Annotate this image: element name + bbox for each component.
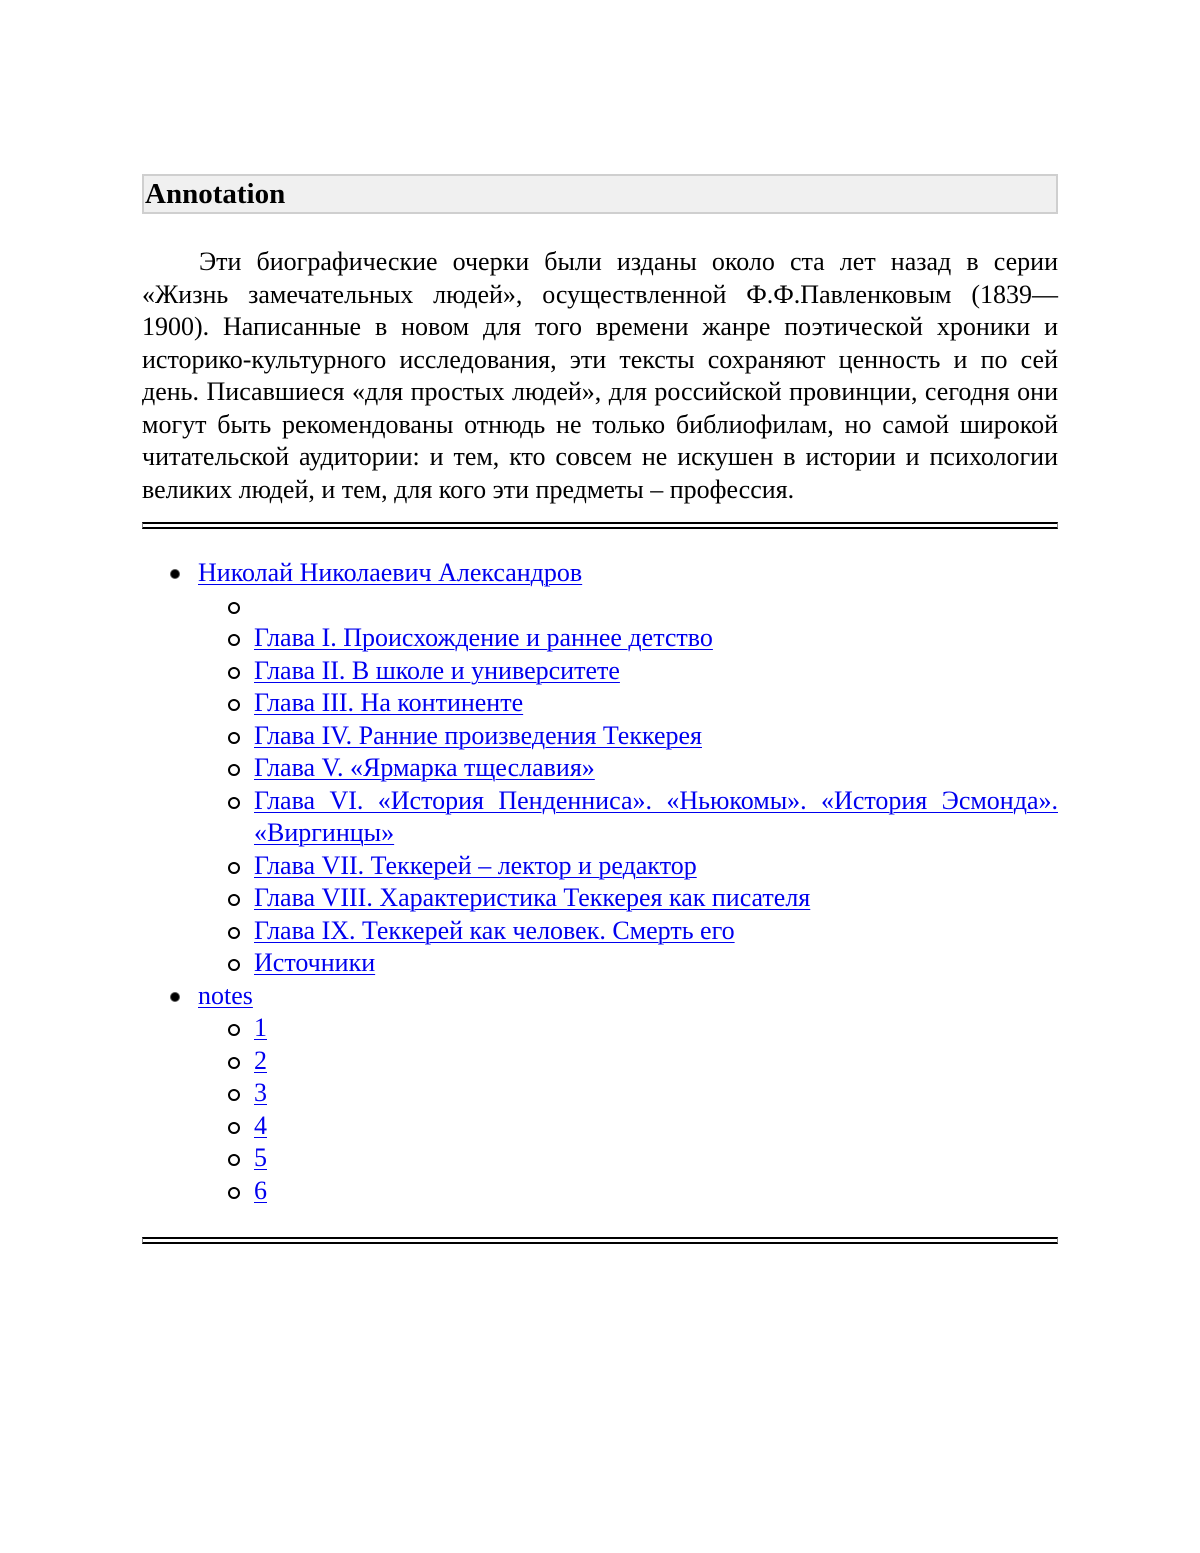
toc-item-notes (142, 980, 1058, 1208)
toc-note-item (198, 1045, 1058, 1078)
circle-bullet-icon (228, 732, 240, 744)
circle-bullet-icon (228, 1154, 240, 1166)
circle-bullet-icon (228, 1122, 240, 1134)
toc-link-chapter-9[interactable]: Глава IX. Теккерей как человек. Смерть его (254, 915, 735, 945)
table-of-contents (142, 557, 1058, 1207)
circle-bullet-icon (228, 667, 240, 679)
toc-link-sources[interactable]: Источники (254, 948, 376, 977)
toc-link-note-5[interactable]: 5 (254, 1143, 267, 1172)
circle-bullet-icon (228, 1089, 240, 1101)
circle-bullet-icon (228, 797, 240, 809)
circle-bullet-icon (228, 1057, 240, 1069)
disc-bullet-icon (170, 992, 180, 1002)
circle-bullet-icon (228, 1024, 240, 1036)
section-divider (142, 522, 1058, 529)
circle-bullet-icon (228, 1187, 240, 1199)
circle-bullet-icon (228, 764, 240, 776)
toc-chapter-item (198, 590, 1058, 623)
toc-link-chapter-8[interactable]: Глава VIII. Характеристика Теккерея как писателя (254, 883, 811, 912)
toc-chapter-item (198, 785, 1058, 850)
toc-link-notes[interactable]: notes (198, 980, 253, 1010)
document-page (142, 174, 1058, 1244)
toc-link-note-6[interactable]: 6 (254, 1175, 267, 1205)
circle-bullet-icon (228, 959, 240, 971)
circle-bullet-icon (228, 699, 240, 711)
toc-chapter-item (198, 720, 1058, 753)
circle-bullet-icon (228, 894, 240, 906)
toc-chapter-item (198, 622, 1058, 655)
toc-note-item (198, 1142, 1058, 1175)
circle-bullet-icon (228, 862, 240, 874)
section-divider (142, 1237, 1058, 1244)
toc-link-note-1[interactable]: 1 (254, 1013, 267, 1042)
toc-link-note-3[interactable]: 3 (254, 1078, 267, 1107)
toc-chapter-item (198, 915, 1058, 948)
toc-chapter-item (198, 752, 1058, 785)
toc-chapter-item (198, 947, 1058, 980)
toc-chapter-item (198, 882, 1058, 915)
toc-item-author (142, 557, 1058, 980)
toc-note-item (198, 1012, 1058, 1045)
toc-link-chapter-7[interactable]: Глава VII. Теккерей – лектор и редактор (254, 850, 697, 880)
annotation-heading: Annotation (142, 174, 1058, 214)
toc-link-chapter-1[interactable]: Глава I. Происхождение и раннее детство (254, 623, 713, 652)
toc-note-item (198, 1110, 1058, 1143)
toc-link-note-2[interactable]: 2 (254, 1045, 267, 1075)
toc-link-chapter-4[interactable]: Глава IV. Ранние произведения Теккерея (254, 720, 702, 750)
circle-bullet-icon (228, 602, 240, 614)
annotation-text: Эти биографические очерки были изданы около ста лет назад в серии «Жизнь замечательных людей», осуществленной Ф.Ф.Павленковым (1839—1900). Написанные в новом для того времени жанре поэтической хроники и историко-культурного исследования, эти тексты сохраняют ценность и по сей день. Писавшиеся «для простых людей», для российской провинции, сегодня они могут быть рекомендованы отнюдь не только библиофилам, но самой широкой читательской аудитории: и тем, кто совсем не искушен в истории и психологии великих людей, и тем, для кого эти предметы – профессия. (142, 247, 1058, 504)
disc-bullet-icon (170, 569, 180, 579)
toc-link-chapter-6[interactable]: Глава VI. «История Пенденниса». «Ньюкомы». «История Эсмонда». «Виргинцы» (254, 785, 1058, 847)
toc-chapter-item (198, 850, 1058, 883)
circle-bullet-icon (228, 634, 240, 646)
toc-note-item (198, 1077, 1058, 1110)
toc-link-chapter-5[interactable]: Глава V. «Ярмарка тщеславия» (254, 753, 595, 782)
toc-link-note-4[interactable]: 4 (254, 1110, 267, 1140)
toc-chapter-item (198, 687, 1058, 720)
toc-link-author[interactable]: Николай Николаевич Александров (198, 558, 583, 587)
toc-chapter-item (198, 655, 1058, 688)
circle-bullet-icon (228, 927, 240, 939)
notes-list (198, 1012, 1058, 1207)
chapter-list (198, 590, 1058, 980)
toc-link-chapter-3[interactable]: Глава III. На континенте (254, 688, 524, 717)
toc-note-item (198, 1175, 1058, 1208)
toc-link-chapter-2[interactable]: Глава II. В школе и университете (254, 655, 620, 685)
